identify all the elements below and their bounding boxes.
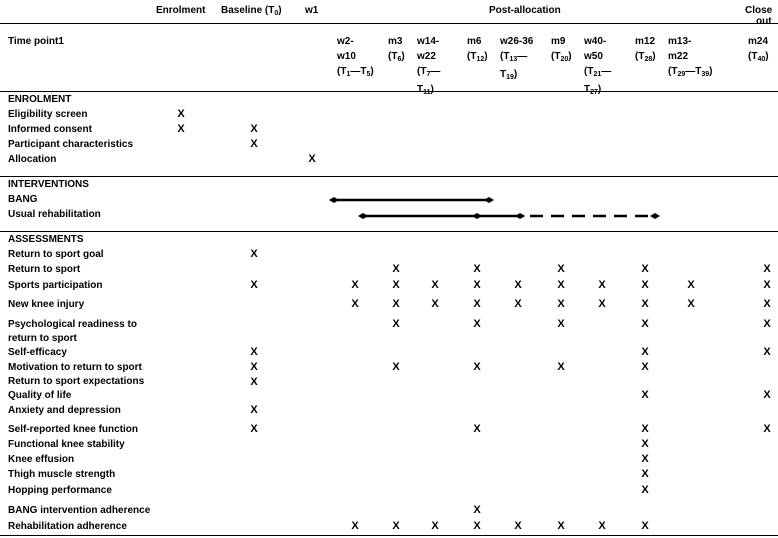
row-motivation: Motivation to return to sport	[8, 362, 142, 373]
section-enrolment: ENROLMENT	[8, 94, 72, 105]
mark-sports-baseline: X	[250, 279, 258, 291]
usual-rehab-timeline-line	[358, 213, 660, 219]
mark-motivation-m9: X	[557, 361, 565, 373]
mark-qol-m12: X	[641, 389, 649, 401]
mark-rehabadh-m9: X	[557, 520, 565, 532]
timepoint-m9: m9 $(T_{20})$	[551, 36, 572, 63]
mark-rehabadh-m12: X	[641, 520, 649, 532]
mark-psych-m9: X	[557, 318, 565, 330]
row-thigh-strength: Thigh muscle strength	[8, 469, 116, 480]
mark-selfeff-m12: X	[641, 346, 649, 358]
mark-kneefn-m6: X	[473, 423, 481, 435]
mark-motivation-m6: X	[473, 361, 481, 373]
mark-eligibility-enrolment: X	[177, 108, 185, 120]
mark-rehabadh-m3: X	[392, 520, 400, 532]
mark-consent-baseline: X	[250, 123, 258, 135]
row-eligibility: Eligibility screen	[8, 109, 88, 120]
mark-sports-w26: X	[514, 279, 522, 291]
mark-rts-m6: X	[473, 263, 481, 275]
row-hopping: Hopping performance	[8, 485, 112, 496]
row-rts-expectations: Return to sport expectations	[8, 376, 145, 387]
table-bottom-rule	[0, 535, 778, 536]
timepoint-w14-w22: w14- w22 ($T_7—$ $T_{11}$)	[417, 36, 441, 96]
row-psych-readiness: Psychological readiness to return to sport	[8, 319, 137, 344]
row-bang-adherence: BANG intervention adherence	[8, 505, 151, 516]
mark-sports-w14: X	[431, 279, 439, 291]
mark-motivation-m3: X	[392, 361, 400, 373]
mark-stability-m12: X	[641, 438, 649, 450]
mark-injury-w14: X	[431, 298, 439, 310]
bang-timeline-line	[329, 197, 494, 203]
mark-qol-m24: X	[763, 389, 771, 401]
row-characteristics: Participant characteristics	[8, 139, 134, 150]
timepoint-m6: m6 $(T_{12})$	[467, 36, 488, 63]
mark-selfeff-m24: X	[763, 346, 771, 358]
row-consent: Informed consent	[8, 124, 92, 135]
timepoint-label: Time point1	[8, 36, 64, 47]
row-sports-participation: Sports participation	[8, 280, 103, 291]
row-knee-effusion: Knee effusion	[8, 454, 75, 465]
mark-characteristics-baseline: X	[250, 138, 258, 150]
header-w1: w1	[305, 5, 319, 16]
row-new-knee-injury: New knee injury	[8, 299, 85, 310]
row-knee-stability: Functional knee stability	[8, 439, 125, 450]
row-allocation: Allocation	[8, 154, 57, 165]
mark-injury-w2: X	[351, 298, 359, 310]
mark-allocation-w1: X	[308, 153, 316, 165]
timepoint-m12: m12 $(T_{28})$	[635, 36, 656, 63]
mark-thigh-m12: X	[641, 468, 649, 480]
mark-psych-m6: X	[473, 318, 481, 330]
row-rehab-adherence: Rehabilitation adherence	[8, 521, 127, 532]
timepoint-m13-m22: m13- m22 $(T_{29}—T_{39})$	[668, 36, 713, 78]
mark-injury-m9: X	[557, 298, 565, 310]
mark-rts-m9: X	[557, 263, 565, 275]
mark-rehabadh-w14: X	[431, 520, 439, 532]
timepoint-w26-36: w26-36 ($T_{13}—$ $T_{19}$)	[500, 36, 534, 81]
row-anxiety-depression: Anxiety and depression	[8, 405, 121, 416]
mark-hopping-m12: X	[641, 484, 649, 496]
mark-sports-m6: X	[473, 279, 481, 291]
row-usual-rehab: Usual rehabilitation	[8, 209, 101, 220]
mark-psych-m3: X	[392, 318, 400, 330]
mark-kneefn-m12: X	[641, 423, 649, 435]
mark-sports-w40: X	[598, 279, 606, 291]
timepoint-m24: m24 $(T_{40})$	[748, 36, 769, 63]
header-close-out: Close out	[745, 5, 773, 27]
mark-rehabadh-m6: X	[473, 520, 481, 532]
mark-anxiety-baseline: X	[250, 404, 258, 416]
row-rts-goal: Return to sport goal	[8, 249, 104, 260]
row-self-efficacy: Self-efficacy	[8, 347, 67, 358]
timepoint-w40-w50: w40- w50 ($T_{21}—$ $T_{27}$)	[584, 36, 612, 96]
mark-injury-m6: X	[473, 298, 481, 310]
header-post-allocation: Post-allocation	[489, 5, 561, 16]
mark-bangadh-m6: X	[473, 504, 481, 516]
header-enrolment: Enrolment	[156, 5, 206, 16]
timepoint-m3: m3 $(T_6)$	[388, 36, 405, 63]
mark-sports-m13: X	[687, 279, 695, 291]
mark-sports-w2: X	[351, 279, 359, 291]
mark-injury-m12: X	[641, 298, 649, 310]
section-assessments: ASSESSMENTS	[8, 234, 84, 245]
mark-motivation-m12: X	[641, 361, 649, 373]
mark-motivation-baseline: X	[250, 361, 258, 373]
row-knee-function: Self-reported knee function	[8, 424, 139, 435]
mark-psych-m12: X	[641, 318, 649, 330]
mark-rts-m3: X	[392, 263, 400, 275]
mark-effusion-m12: X	[641, 453, 649, 465]
mark-kneefn-baseline: X	[250, 423, 258, 435]
mark-injury-w26: X	[514, 298, 522, 310]
mark-psych-m24: X	[763, 318, 771, 330]
row-rts: Return to sport	[8, 264, 81, 275]
mark-rehabadh-w2: X	[351, 520, 359, 532]
mark-injury-m24: X	[763, 298, 771, 310]
mark-injury-w40: X	[598, 298, 606, 310]
mark-sports-m9: X	[557, 279, 565, 291]
mark-sports-m3: X	[392, 279, 400, 291]
row-bang: BANG	[8, 194, 38, 205]
mark-rts-m12: X	[641, 263, 649, 275]
mark-rts-m24: X	[763, 263, 771, 275]
mark-rehabadh-w40: X	[598, 520, 606, 532]
mark-injury-m3: X	[392, 298, 400, 310]
timepoint-w2-w10: w2- w10 $(T_1—T_5)$	[337, 36, 374, 78]
mark-kneefn-m24: X	[763, 423, 771, 435]
section-interventions: INTERVENTIONS	[8, 179, 89, 190]
mark-consent-enrolment: X	[177, 123, 185, 135]
header-baseline: Baseline $(T_0)$	[221, 5, 282, 17]
mark-selfeff-baseline: X	[250, 346, 258, 358]
mark-sports-m12: X	[641, 279, 649, 291]
mark-sports-m24: X	[763, 279, 771, 291]
mark-injury-m13: X	[687, 298, 695, 310]
row-quality-of-life: Quality of life	[8, 390, 72, 401]
mark-rehabadh-w26: X	[514, 520, 522, 532]
mark-rtsgoal-baseline: X	[250, 248, 258, 260]
mark-expectations-baseline: X	[250, 376, 258, 388]
